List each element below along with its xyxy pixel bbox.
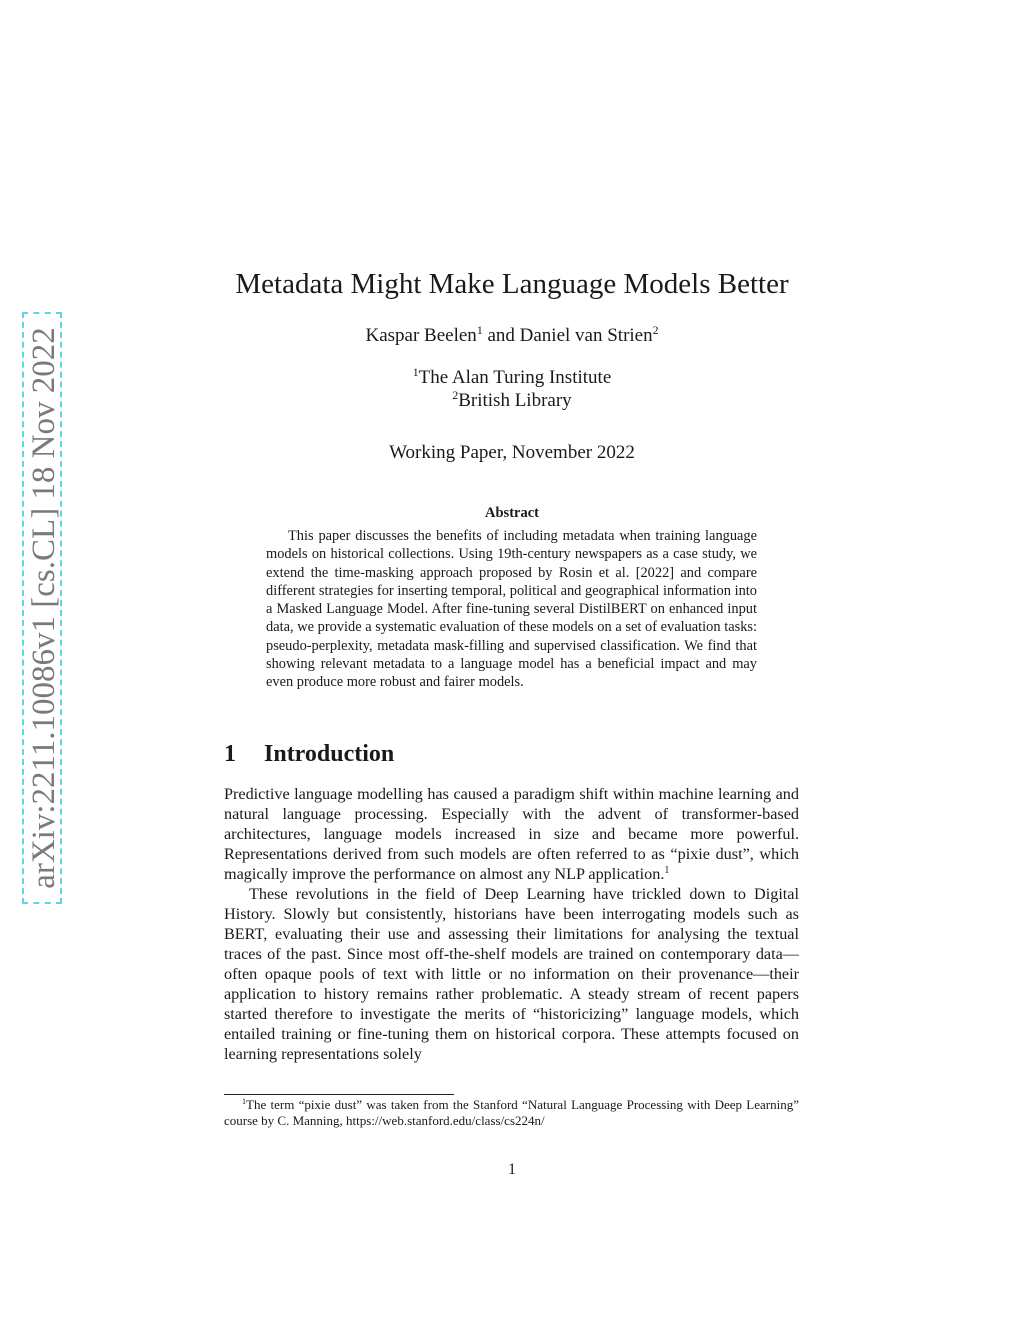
body-text [224,784,799,1064]
affiliation-mark: 2 [452,388,459,402]
page-number: 1 [508,1161,516,1178]
author-name: Daniel van Strien [519,325,653,346]
affiliation-mark: 2 [652,323,659,337]
footnote-text: The term “pixie dust” was taken from the Stanford “Natural Language Processing with Deep Learning” course by C. Manning, https://web.stanford.edu/class/cs224n/ [224,1097,799,1128]
affiliation-mark: 1 [412,365,419,379]
paragraph: These revolutions in the field of Deep Learning have trickled down to Digital History. Slowly but consistently, historians have been interrogating models such as BERT, evaluating their use and assessing their limitations for analysing the textual traces of the past. Since most off-the-shelf models are trained on contemporary data—often opaque pools of text with little or no information on their provenance—their application to history remains rather problematic. A steady stream of recent papers started therefore to investigate the merits of “historicizing” language models, which entailed training or fine-tuning them on historical corpora. These attempts focused on learning representations solely [224,885,799,1063]
paragraph-text: Predictive language modelling has caused a paradigm shift within machine learning and natural language processing. Especially with the advent of transformer-based architectures, language models increased in size and became more powerful. Representations derived from such models are often referred to as “pixie dust”, which magically improve the performance on almost any NLP application. [224,785,799,883]
paper-title: Metadata Might Make Language Models Better [235,268,789,300]
working-paper-date: Working Paper, November 2022 [389,442,635,463]
footnote-ref[interactable]: 1 [664,864,670,876]
section-heading [224,741,394,768]
section-title: Introduction [264,741,395,767]
abstract-heading: Abstract [485,505,539,521]
abstract-text-part: This paper discusses the benefits of including metadata when training language models on historical collections. Using 19th-century newspapers as a case study, we extend the time-masking approach proposed by [266,528,757,581]
affiliation-line [0,366,1024,389]
citation-link[interactable]: Rosin et al. [2022] [558,564,675,581]
author-name: Kaspar Beelen [365,325,477,346]
affiliation-mark: 1 [476,323,483,337]
affiliation-name: British Library [458,390,572,411]
footnote-rule [224,1094,454,1095]
affiliation-name: The Alan Turing Institute [418,367,612,388]
paragraph [224,784,799,884]
author-line [0,325,1024,347]
footnote [224,1097,799,1129]
section-number: 1 [224,741,236,767]
affiliations [0,366,1024,412]
affiliation-line [0,389,1024,412]
abstract-text [266,527,757,692]
abstract-text-part: and compare different strategies for inserting temporal, political and geographical information into a Masked Language Model. After fine-tuning several DistilBERT on enhanced input data, we provide a systematic evaluation of these models on a set of evaluation tasks: pseudo-perplexity, metadata mask-filling and supervised classification. We find that showing relevant metadata to a language model has a beneficial impact and may even produce more robust and fairer models. [266,564,757,691]
author-conjunction: and [482,325,520,346]
footnote-mark: 1 [242,1097,247,1107]
arxiv-stamp[interactable]: arXiv:2211.10086v1 [cs.CL] 18 Nov 2022 [22,312,62,904]
